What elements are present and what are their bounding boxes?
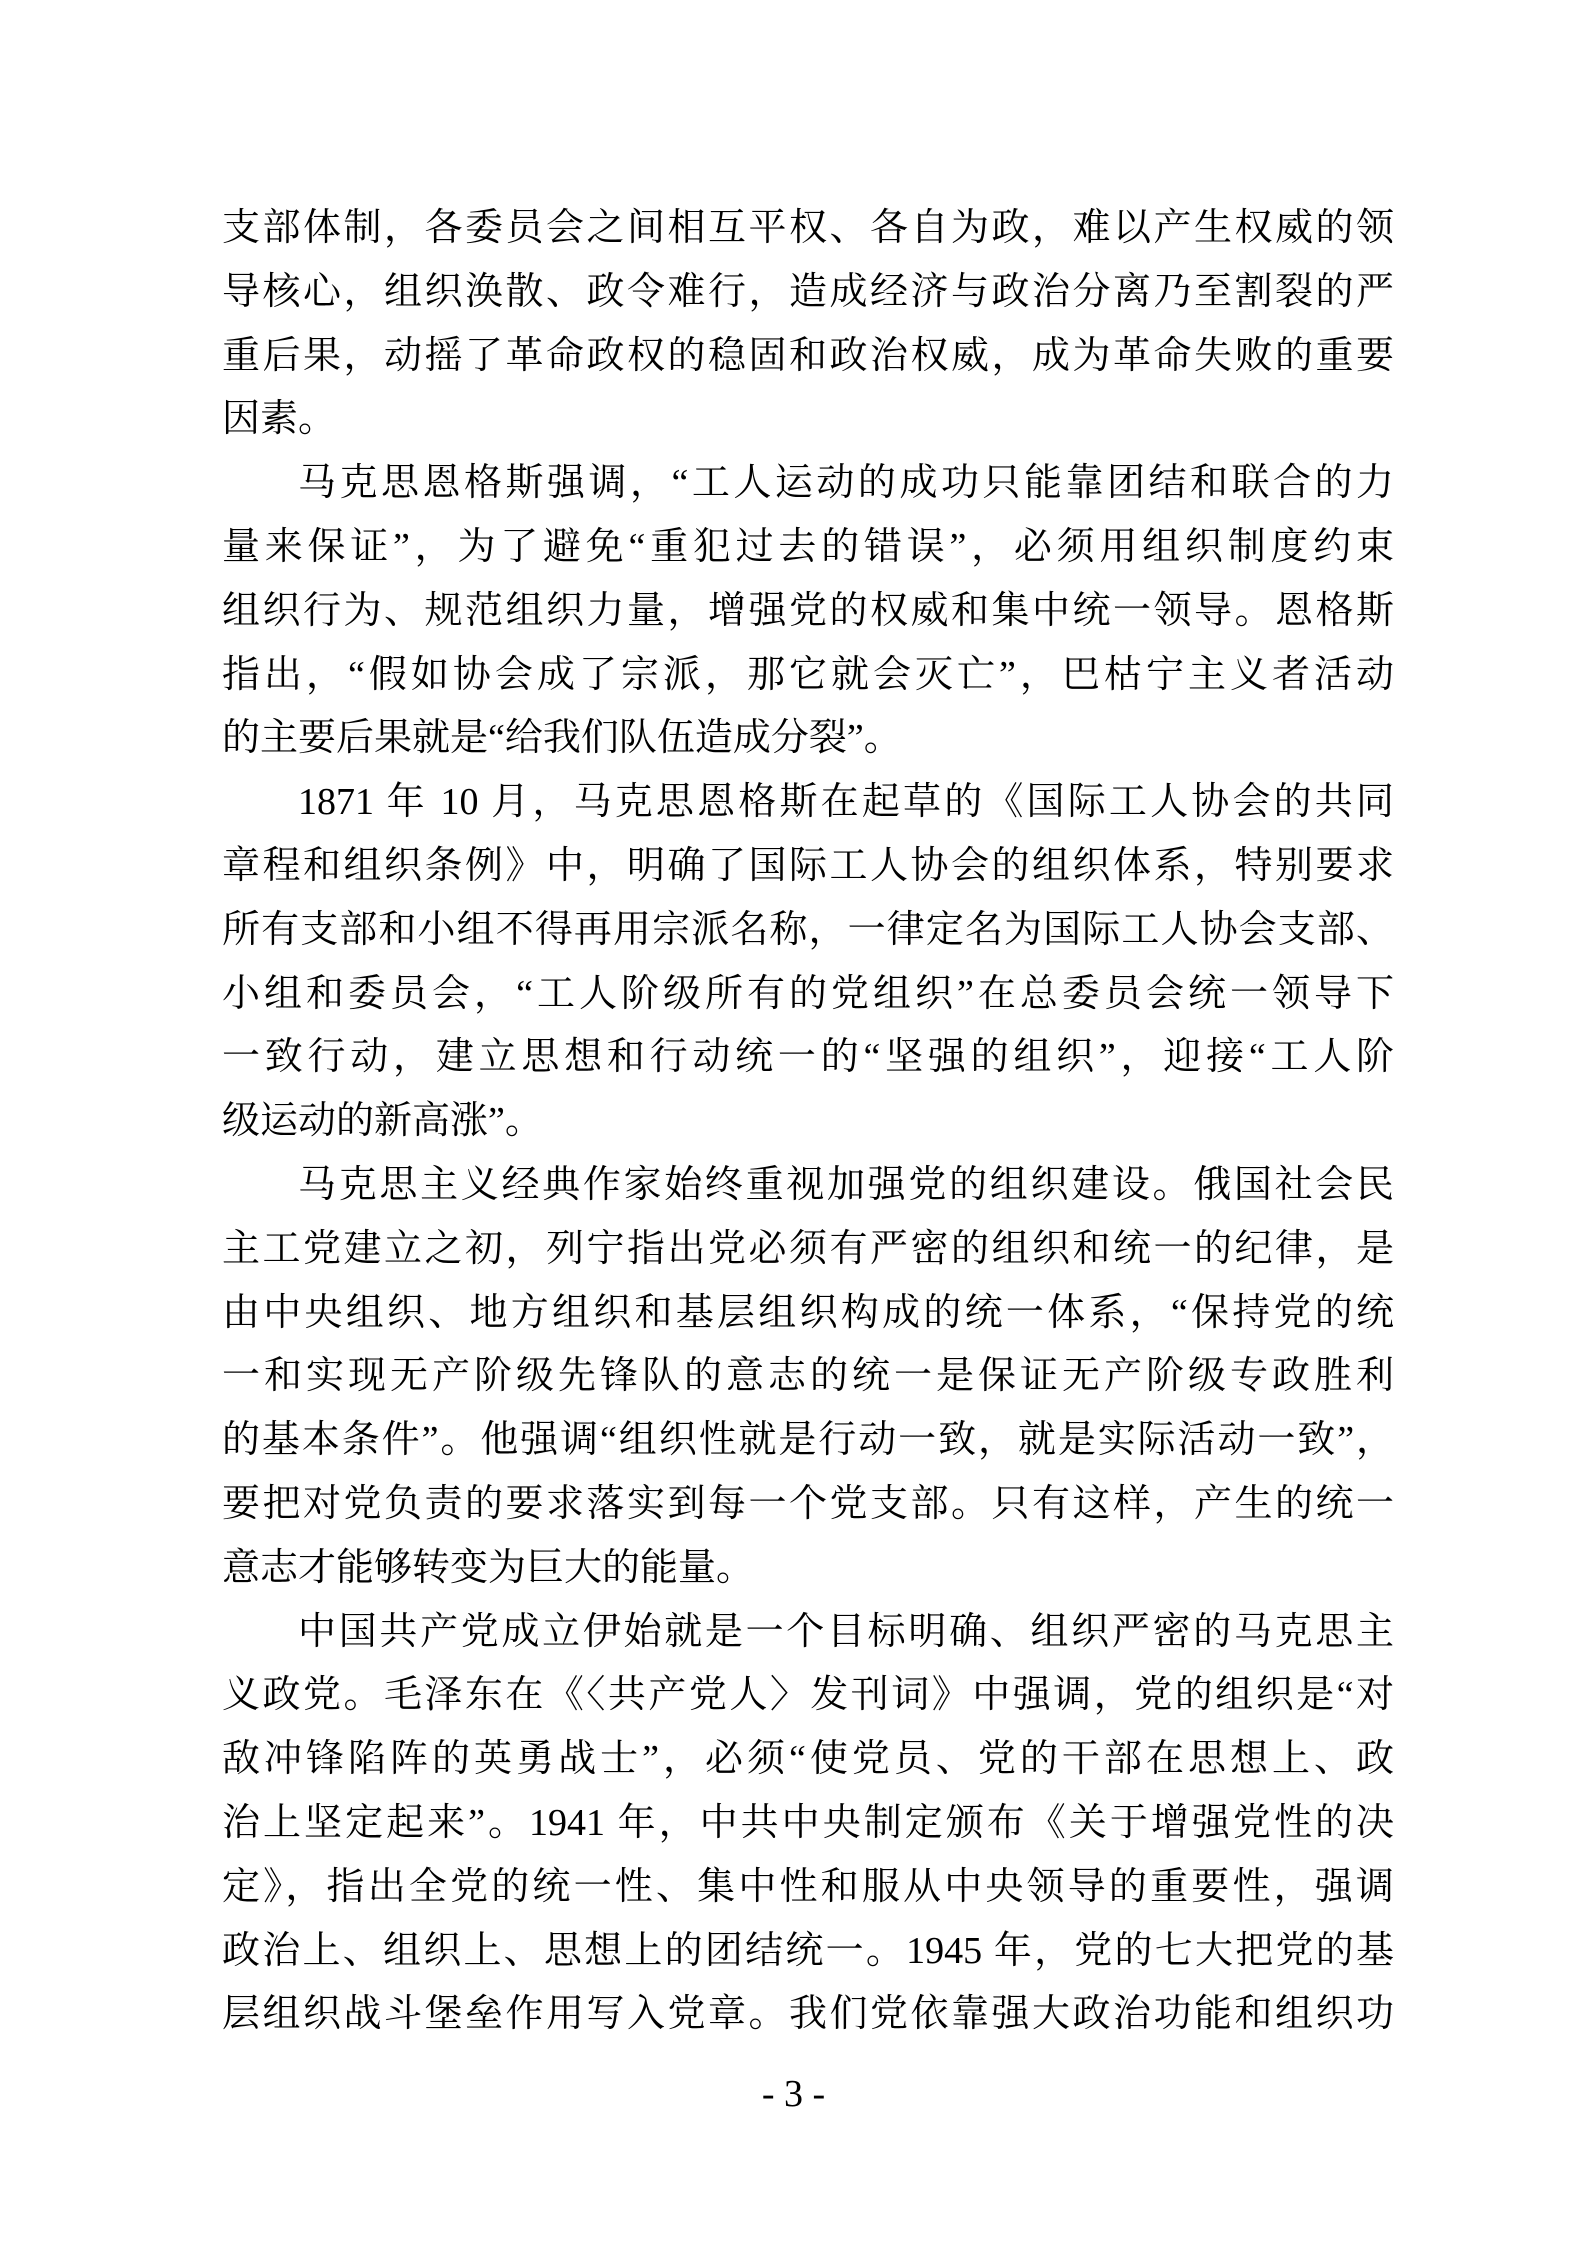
text-line: 因素。 [222,398,337,441]
text-line: 敌冲锋陷阵的英勇战士”，必须“使党员、党的干部在思想上、政 [222,1738,1394,1781]
text-line: 马克思恩格斯强调，“工人运动的成功只能靠团结和联合的力 [298,462,1394,505]
footer [0,2070,1587,2118]
text-line: 组织行为、规范组织力量，增强党的权威和集中统一领导。恩格斯 [222,589,1394,632]
text-line: 定》，指出全党的统一性、集中性和服从中央领导的重要性，强调 [222,1865,1394,1908]
text-line: 指出，“假如协会成了宗派，那它就会灭亡”，巴枯宁主义者活动 [222,653,1394,696]
text-line: 量来保证”，为了避免“重犯过去的错误”，必须用组织制度约束 [222,525,1394,568]
text-line: 重后果，动摇了革命政权的稳固和政治权威，成为革命失败的重要 [222,334,1394,377]
text-line: 要把对党负责的要求落实到每一个党支部。只有这样，产生的统一 [222,1482,1394,1525]
text-line: 治上坚定起来”。1941 年，中共中央制定颁布《关于增强党性的决 [222,1801,1394,1844]
text-line: 的基本条件”。他强调“组织性就是行动一致，就是实际活动一致”， [222,1419,1394,1462]
text-line: 政治上、组织上、思想上的团结统一。1945 年，党的七大把党的基 [222,1929,1394,1972]
text-line: 小组和委员会，“工人阶级所有的党组织”在总委员会统一领导下 [222,972,1394,1015]
text-line: 意志才能够转变为巨大的能量。 [222,1546,755,1589]
paragraph [222,1154,1394,1601]
text-line: 由中央组织、地方组织和基层组织构成的统一体系，“保持党的统 [222,1291,1394,1334]
text-line: 层组织战斗堡垒作用写入党章。我们党依靠强大政治功能和组织功 [222,1993,1394,2036]
page-body [222,197,1394,2047]
text-line: 马克思主义经典作家始终重视加强党的组织建设。俄国社会民 [298,1163,1394,1206]
paragraph [222,1601,1394,2048]
paragraph [222,197,1394,452]
paragraph [222,771,1394,1154]
text-line: 导核心，组织涣散、政令难行，造成经济与政治分离乃至割裂的严 [222,270,1394,313]
page-number: - 3 - [761,2073,826,2115]
text-line: 中国共产党成立伊始就是一个目标明确、组织严密的马克思主 [298,1610,1394,1653]
paragraph [222,452,1394,771]
text-line: 一致行动，建立思想和行动统一的“坚强的组织”，迎接“工人阶 [222,1036,1394,1079]
text-line: 所有支部和小组不得再用宗派名称，一律定名为国际工人协会支部、 [222,908,1394,951]
text-line: 义政党。毛泽东在《〈共产党人〉发刊词》中强调，党的组织是“对 [222,1674,1394,1717]
text-line: 1871 年 10 月，马克思恩格斯在起草的《国际工人协会的共同 [298,781,1394,824]
text-line: 一和实现无产阶级先锋队的意志的统一是保证无产阶级专政胜利 [222,1355,1394,1398]
text-line: 的主要后果就是“给我们队伍造成分裂”。 [222,717,902,760]
text-line: 主工党建立之初，列宁指出党必须有严密的组织和统一的纪律，是 [222,1227,1394,1270]
text-line: 支部体制，各委员会之间相互平权、各自为政，难以产生权威的领 [222,207,1394,249]
text-line: 级运动的新高涨”。 [222,1100,543,1143]
text-line: 章程和组织条例》中，明确了国际工人协会的组织体系，特别要求 [222,844,1394,887]
